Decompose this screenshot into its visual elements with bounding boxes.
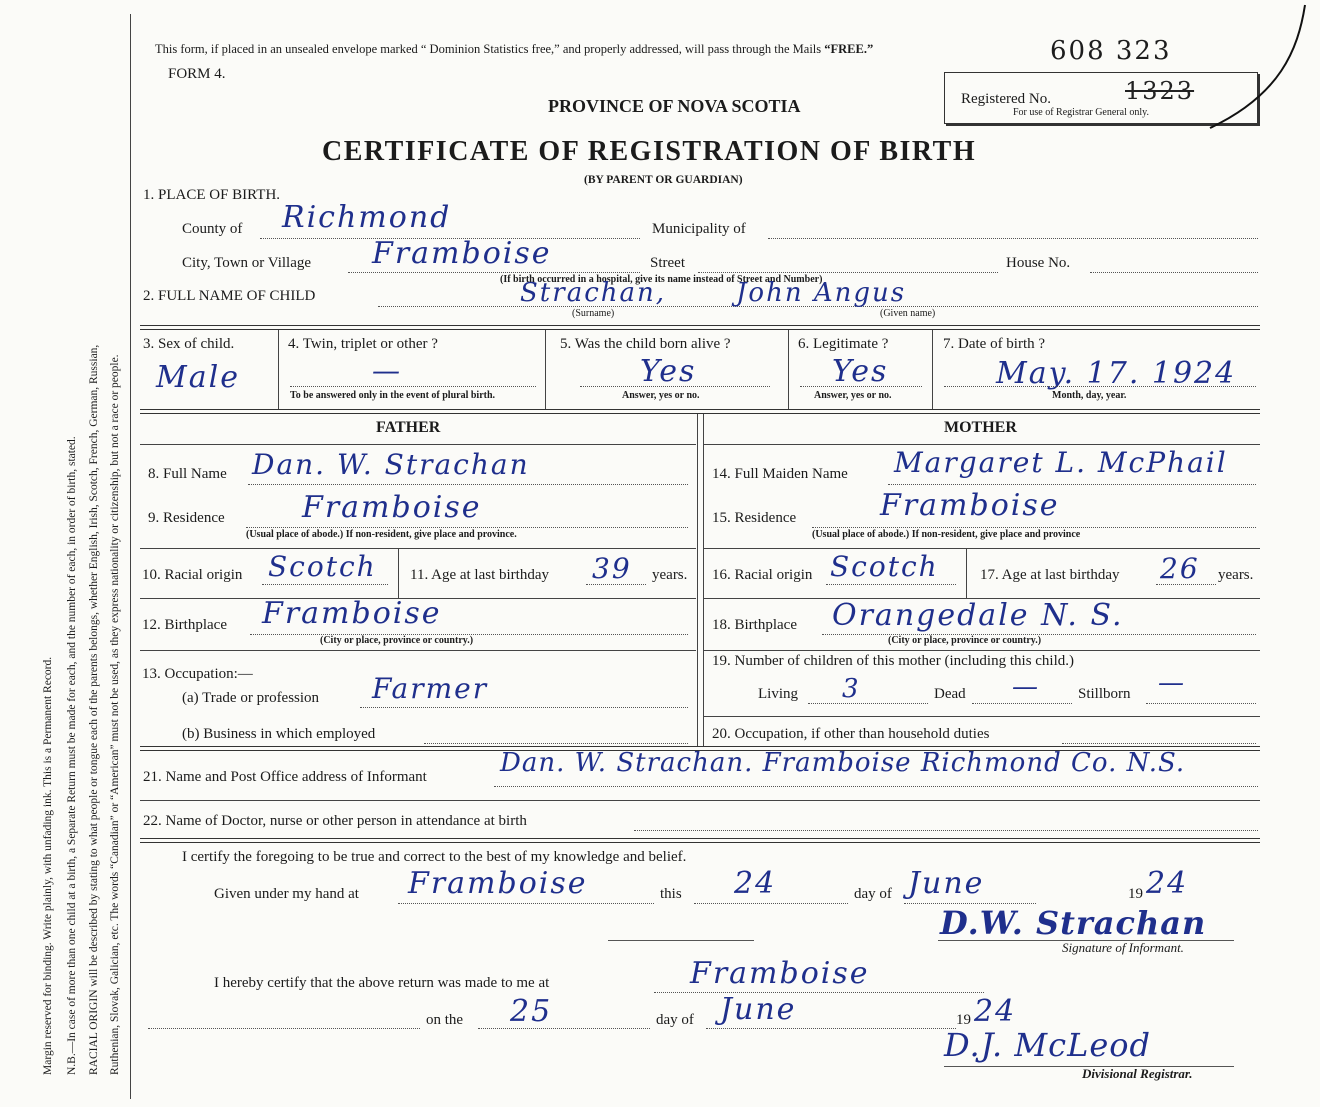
county-value: Richmond	[282, 200, 452, 235]
father-age-unit: years.	[652, 567, 688, 583]
mother-age-label: 17. Age at last birthday	[980, 567, 1120, 583]
father-occupation-label: 13. Occupation:—	[142, 666, 253, 682]
father-heading: FATHER	[376, 419, 441, 436]
mother-race-value: Scotch	[830, 550, 939, 583]
legitimate-label: 6. Legitimate ?	[798, 336, 889, 352]
day-of-label: day of	[854, 886, 892, 902]
given-under-label: Given under my hand at	[214, 886, 359, 902]
province-heading: PROVINCE OF NOVA SCOTIA	[548, 96, 801, 116]
mother-birthplace-caption: (City or place, province or country.)	[888, 635, 1042, 646]
reg-day-of-label: day of	[656, 1012, 694, 1028]
father-residence-caption: (Usual place of abode.) If non-resident, give place and province.	[246, 529, 517, 540]
mother-name-value: Margaret L. McPhail	[894, 446, 1228, 479]
legitimate-value: Yes	[832, 354, 889, 389]
father-birthplace-caption: (City or place, province or country.)	[320, 635, 474, 646]
city-label: City, Town or Village	[182, 255, 312, 271]
informant-label: 21. Name and Post Office address of Informant	[143, 769, 427, 785]
father-name-value: Dan. W. Strachan	[252, 448, 530, 481]
dob-label: 7. Date of birth ?	[943, 336, 1046, 352]
year-value: 24	[1146, 866, 1189, 901]
father-name-label: 8. Full Name	[148, 466, 227, 482]
day-value: 24	[734, 866, 777, 901]
mother-children-label: 19. Number of children of this mother (including this child.)	[712, 653, 1075, 669]
father-residence-value: Framboise	[302, 490, 482, 525]
certify-text: I certify the foregoing to be true and correct to the best of my knowledge and belief.	[182, 849, 687, 865]
mother-heading: MOTHER	[944, 419, 1017, 436]
left-border	[130, 14, 131, 1099]
twin-value: —	[372, 354, 402, 387]
father-birthplace-value: Framboise	[262, 596, 442, 631]
registrar-signature: D.J. McLeod	[944, 1026, 1151, 1064]
certificate-title: CERTIFICATE OF REGISTRATION OF BIRTH	[322, 136, 977, 167]
mother-occupation-label: 20. Occupation, if other than household duties	[712, 726, 990, 742]
father-residence-label: 9. Residence	[148, 510, 225, 526]
surname-caption: (Surname)	[572, 308, 615, 319]
father-birthplace-label: 12. Birthplace	[142, 617, 227, 633]
registrar-sig-label: Divisional Registrar.	[1082, 1066, 1193, 1081]
informant-signature: D.W. Strachan	[940, 904, 1207, 942]
father-trade-value: Farmer	[372, 672, 489, 705]
form-number: FORM 4.	[168, 66, 226, 82]
registered-label: Registered No.	[961, 91, 1051, 107]
dob-value: May. 17. 1924	[996, 356, 1237, 391]
year-prefix: 19	[1128, 886, 1143, 902]
father-race-label: 10. Racial origin	[142, 567, 243, 583]
living-label: Living	[758, 686, 798, 702]
margin-binding-note: Margin reserved for binding. Write plainly, with unfading ink. This is a Permanent Record.	[42, 656, 54, 1075]
legitimate-caption: Answer, yes or no.	[814, 390, 892, 401]
informant-value: Dan. W. Strachan. Framboise Richmond Co. N.S.	[500, 748, 1186, 778]
sex-label: 3. Sex of child.	[143, 336, 235, 352]
hospital-note: (If birth occurred in a hospital, give its name instead of Street and Number)	[500, 274, 823, 285]
mother-birthplace-value: Orangedale N. S.	[832, 598, 1124, 633]
reg-month-value: June	[720, 992, 797, 1027]
registrar-note: For use of Registrar General only.	[1013, 107, 1149, 118]
dead-value: —	[1012, 672, 1040, 702]
dead-label: Dead	[934, 686, 966, 702]
mother-name-label: 14. Full Maiden Name	[712, 466, 848, 482]
reg-year-prefix: 19	[956, 1012, 971, 1028]
mother-age-value: 26	[1160, 552, 1200, 585]
municipality-label: Municipality of	[652, 221, 746, 237]
registrar-place-value: Framboise	[690, 956, 870, 991]
mother-residence-caption: (Usual place of abode.) If non-resident, give place and province	[812, 529, 1081, 540]
twin-caption: To be answered only in the event of plural birth.	[290, 390, 496, 401]
sex-value: Male	[156, 360, 240, 395]
house-label: House No.	[1006, 255, 1071, 271]
city-value: Framboise	[372, 236, 552, 271]
check-mark-icon	[1180, 0, 1310, 140]
stamped-number: 608 323	[1050, 36, 1172, 66]
father-business-label: (b) Business in which employed	[182, 726, 376, 742]
living-value: 3	[842, 674, 861, 704]
father-age-value: 39	[592, 552, 632, 585]
street-label: Street	[650, 255, 685, 271]
this-label: this	[660, 886, 682, 902]
mother-race-label: 16. Racial origin	[712, 567, 813, 583]
informant-sig-label: Signature of Informant.	[1062, 940, 1184, 955]
mail-note: This form, if placed in an unsealed envelope marked “ Dominion Statistics free,” and properly addressed, will pass through the Mails “FREE.”	[155, 42, 874, 56]
certificate-subtitle: (BY PARENT OR GUARDIAN)	[584, 174, 743, 186]
registrar-certify-text: I hereby certify that the above return was made to me at	[214, 975, 550, 991]
child-surname-value: Strachan,	[520, 278, 667, 308]
given-caption: (Given name)	[880, 308, 936, 319]
child-name-label: 2. FULL NAME OF CHILD	[143, 288, 316, 304]
registered-value: 1323	[1125, 77, 1195, 105]
county-label: County of	[182, 221, 243, 237]
margin-nationality-note: Ruthenian, Slovak, Galician, etc. The words “Canadian” or “American” must not be used, as they express nationality or citizenship, but not a race or people.	[109, 354, 121, 1075]
alive-value: Yes	[640, 354, 697, 389]
month-value: June	[908, 866, 985, 901]
doctor-label: 22. Name of Doctor, nurse or other person in attendance at birth	[143, 813, 527, 829]
father-age-label: 11. Age at last birthday	[410, 567, 549, 583]
on-the-label: on the	[426, 1012, 464, 1028]
margin-plural-birth-note: N.B.—In case of more than one child at a birth, a Separate Return must be made for each, and the number of each, in order of birth, stated.	[66, 436, 78, 1075]
margin-racial-origin-note: RACIAL ORIGIN will be described by stating to what people or tongue each of the parents belongs, whether English, Irish, Scotch, French, German, Russian,	[88, 344, 100, 1075]
mother-age-unit: years.	[1218, 567, 1254, 583]
child-given-value: John Angus	[736, 278, 907, 308]
mother-residence-label: 15. Residence	[712, 510, 797, 526]
place-of-birth-label: 1. PLACE OF BIRTH.	[143, 187, 281, 203]
mother-residence-value: Framboise	[880, 488, 1060, 523]
mother-birthplace-label: 18. Birthplace	[712, 617, 797, 633]
twin-label: 4. Twin, triplet or other ?	[288, 336, 438, 352]
reg-year-value: 24	[974, 994, 1017, 1029]
reg-day-value: 25	[510, 994, 553, 1029]
alive-label: 5. Was the child born alive ?	[560, 336, 731, 352]
father-trade-label: (a) Trade or profession	[182, 690, 320, 706]
given-place-value: Framboise	[408, 866, 588, 901]
dob-caption: Month, day, year.	[1052, 390, 1127, 401]
father-race-value: Scotch	[268, 550, 377, 583]
stillborn-label: Stillborn	[1078, 686, 1131, 702]
alive-caption: Answer, yes or no.	[622, 390, 700, 401]
stillborn-value: —	[1158, 668, 1186, 698]
